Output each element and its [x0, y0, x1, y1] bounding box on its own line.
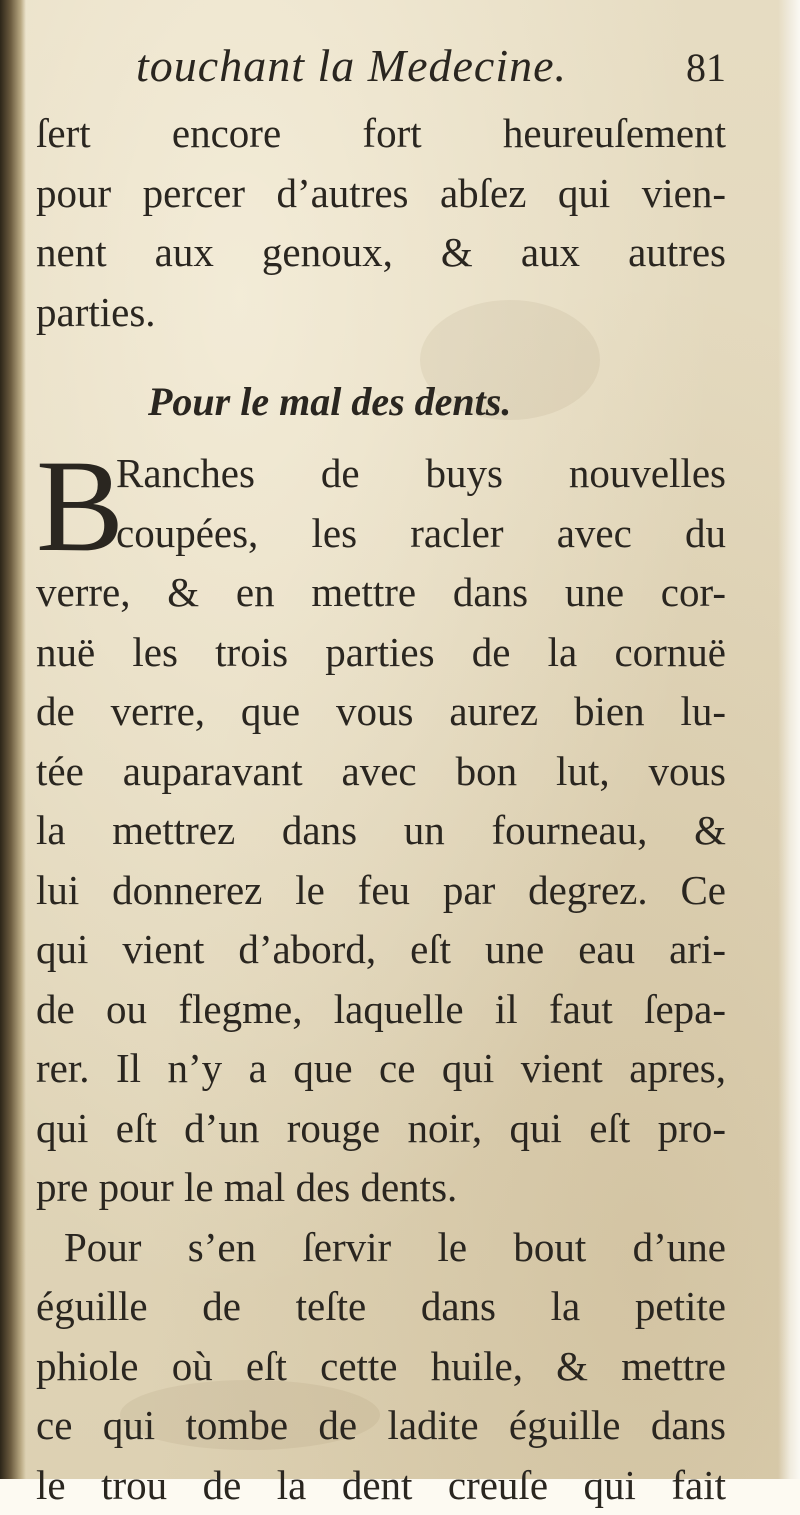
binding-gutter — [0, 0, 26, 1479]
text-line: Ranches de buys nouvelles — [36, 444, 726, 504]
text-line: verre, & en mettre dans une cor- — [36, 563, 726, 623]
running-title: touchant la Medecine. — [136, 38, 567, 94]
text-line: de verre, que vous aurez bien lu- — [36, 682, 726, 742]
page-text — [36, 18, 726, 1515]
text-line: ce qui tombe de ladite éguille dans — [36, 1396, 726, 1456]
text-line: nent aux genoux, & aux autres — [36, 223, 726, 283]
text-line: rer. Il n’y a que ce qui vient apres, — [36, 1039, 726, 1099]
page-number: 81 — [686, 40, 726, 96]
text-line: tée auparavant avec bon lut, vous — [36, 742, 726, 802]
text-line: lui donnerez le feu par degrez. Ce — [36, 861, 726, 921]
text-line: pour percer d’autres abſez qui vien- — [36, 164, 726, 224]
text-line: qui eſt d’un rouge noir, qui eſt pro- — [36, 1099, 726, 1159]
text-line: phiole où eſt cette huile, & mettre — [36, 1337, 726, 1397]
text-line: de ou flegme, laquelle il faut ſepa- — [36, 980, 726, 1040]
section-heading: Pour le mal des dents. — [36, 370, 726, 434]
opening-paragraph — [36, 104, 726, 342]
page-edge — [778, 0, 800, 1479]
text-line: la mettrez dans un fourneau, & — [36, 801, 726, 861]
remedy-paragraph — [36, 444, 726, 1218]
text-line: parties. — [36, 283, 726, 343]
usage-paragraph — [36, 1218, 726, 1515]
text-line: nuë les trois parties de la cornuë — [36, 623, 726, 683]
text-line: Pour s’en ſervir le bout d’une — [36, 1218, 726, 1278]
text-line: coupées, les racler avec du — [36, 504, 726, 564]
text-line: le trou de la dent creuſe qui fait — [36, 1456, 726, 1515]
text-line: ſert encore fort heureuſement — [36, 104, 726, 164]
text-line: pre pour le mal des dents. — [36, 1158, 726, 1218]
drop-cap: B — [36, 450, 124, 562]
running-head — [36, 18, 726, 104]
text-line: qui vient d’abord, eſt une eau ari- — [36, 920, 726, 980]
text-line: éguille de teſte dans la petite — [36, 1277, 726, 1337]
